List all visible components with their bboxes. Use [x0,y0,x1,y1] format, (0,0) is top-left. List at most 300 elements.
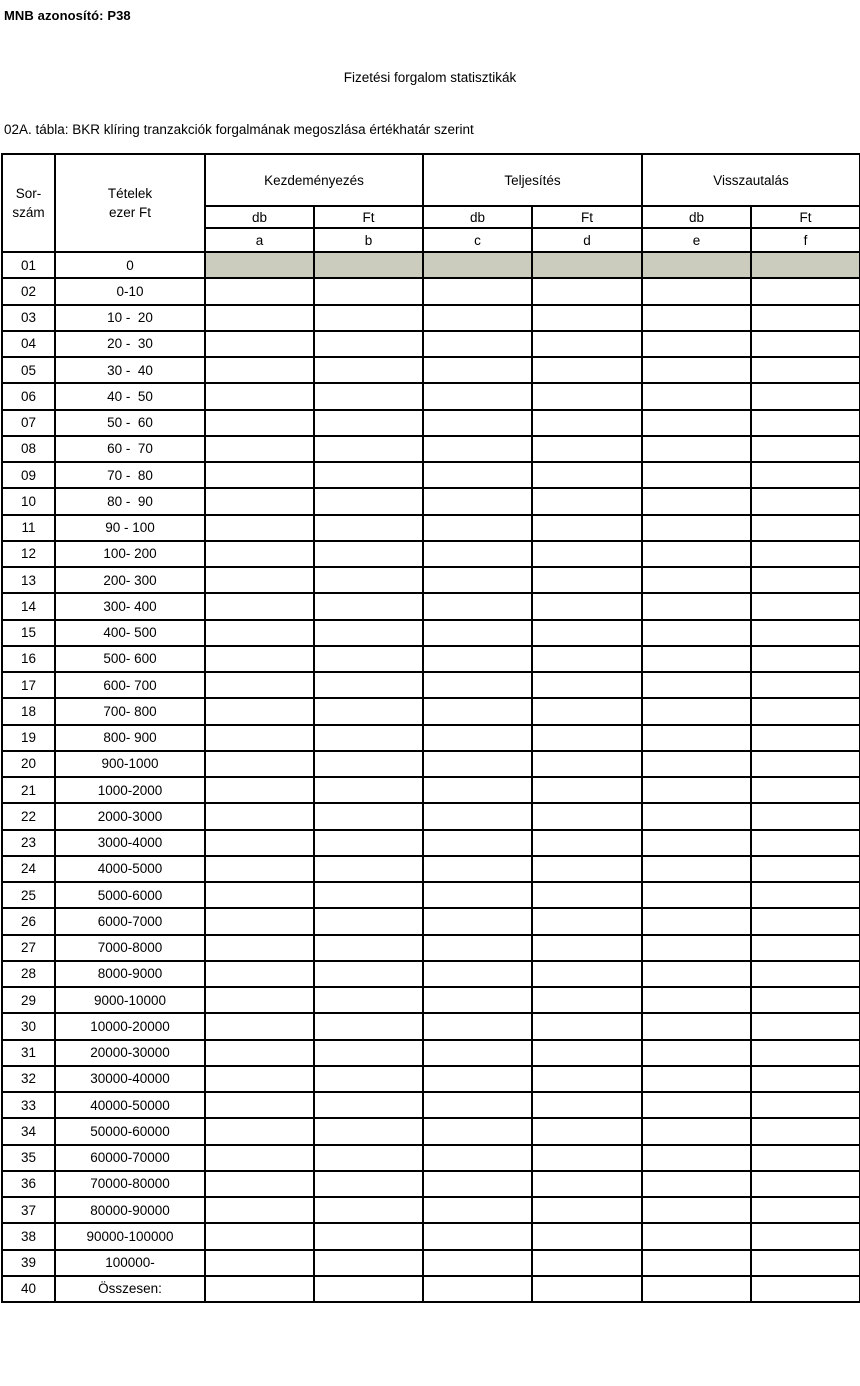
data-cell[interactable] [532,698,642,724]
data-cell[interactable] [642,725,751,751]
table-row [2,383,860,409]
data-cell[interactable] [751,541,860,567]
data-cell[interactable] [205,856,314,882]
data-cell[interactable] [423,1171,532,1197]
data-cell[interactable] [423,646,532,672]
row-number: 29 [2,987,55,1013]
value-range: 100000- [55,1250,205,1276]
data-cell[interactable] [314,252,423,278]
data-cell[interactable] [314,830,423,856]
data-cell[interactable] [423,515,532,541]
data-cell[interactable] [205,278,314,304]
data-cell[interactable] [314,488,423,514]
value-range: 10000-20000 [55,1013,205,1039]
data-cell[interactable] [205,620,314,646]
data-cell[interactable] [314,1013,423,1039]
value-range: 30 - 40 [55,357,205,383]
data-cell[interactable] [751,672,860,698]
value-range: 70000-80000 [55,1171,205,1197]
data-cell[interactable] [642,305,751,331]
data-cell[interactable] [751,830,860,856]
data-cell[interactable] [751,698,860,724]
value-range: Összesen: [55,1276,205,1302]
table-row [2,331,860,357]
data-cell[interactable] [205,462,314,488]
data-cell[interactable] [751,383,860,409]
data-cell[interactable] [642,1276,751,1302]
data-cell[interactable] [532,961,642,987]
data-cell[interactable] [751,1223,860,1249]
data-cell[interactable] [751,1013,860,1039]
data-cell[interactable] [751,751,860,777]
data-cell[interactable] [532,305,642,331]
data-cell[interactable] [314,436,423,462]
data-cell[interactable] [205,935,314,961]
data-cell[interactable] [205,698,314,724]
data-cell[interactable] [532,1066,642,1092]
data-cell[interactable] [642,541,751,567]
data-cell[interactable] [314,1197,423,1223]
table-row [2,908,860,934]
data-cell[interactable] [642,410,751,436]
mnb-identifier: MNB azonosító: P38 [4,8,131,23]
data-cell[interactable] [423,1092,532,1118]
table-row [2,803,860,829]
data-cell[interactable] [423,1013,532,1039]
data-cell[interactable] [751,436,860,462]
column-letter: d [532,228,642,252]
data-cell[interactable] [314,541,423,567]
data-cell[interactable] [751,567,860,593]
data-cell[interactable] [205,1145,314,1171]
row-number: 34 [2,1118,55,1144]
data-cell[interactable] [314,1092,423,1118]
data-cell[interactable] [751,1092,860,1118]
data-cell[interactable] [642,515,751,541]
data-cell[interactable] [205,725,314,751]
data-cell[interactable] [423,278,532,304]
data-cell[interactable] [751,1171,860,1197]
data-cell[interactable] [205,803,314,829]
data-cell[interactable] [423,331,532,357]
data-cell[interactable] [532,672,642,698]
data-cell[interactable] [642,357,751,383]
data-cell[interactable] [751,1118,860,1144]
value-range: 20 - 30 [55,331,205,357]
data-cell[interactable] [642,803,751,829]
data-cell[interactable] [314,725,423,751]
data-cell[interactable] [205,882,314,908]
data-cell[interactable] [314,1145,423,1171]
data-cell[interactable] [751,1276,860,1302]
data-cell[interactable] [314,620,423,646]
data-cell[interactable] [532,803,642,829]
data-cell[interactable] [642,278,751,304]
data-cell[interactable] [642,1040,751,1066]
data-cell[interactable] [205,908,314,934]
data-cell[interactable] [751,1197,860,1223]
data-cell[interactable] [205,1092,314,1118]
data-cell[interactable] [751,515,860,541]
data-cell[interactable] [642,698,751,724]
data-cell[interactable] [751,410,860,436]
value-range: 700- 800 [55,698,205,724]
row-number: 07 [2,410,55,436]
value-range: 0-10 [55,278,205,304]
data-cell[interactable] [642,620,751,646]
table-row [2,777,860,803]
data-cell[interactable] [423,383,532,409]
row-number: 25 [2,882,55,908]
value-range: 200- 300 [55,567,205,593]
data-cell[interactable] [314,751,423,777]
data-cell[interactable] [205,305,314,331]
data-cell[interactable] [423,987,532,1013]
data-cell[interactable] [423,725,532,751]
data-cell[interactable] [532,1092,642,1118]
data-cell[interactable] [423,567,532,593]
data-cell[interactable] [751,1040,860,1066]
value-range: 0 [55,252,205,278]
data-cell[interactable] [642,961,751,987]
data-cell[interactable] [532,856,642,882]
column-letter: b [314,228,423,252]
row-number: 28 [2,961,55,987]
row-number: 20 [2,751,55,777]
data-cell[interactable] [532,777,642,803]
data-cell[interactable] [205,987,314,1013]
data-cell[interactable] [751,252,860,278]
data-cell[interactable] [205,1013,314,1039]
data-cell[interactable] [205,331,314,357]
data-cell[interactable] [423,961,532,987]
data-cell[interactable] [751,882,860,908]
data-cell[interactable] [205,1197,314,1223]
data-cell[interactable] [532,383,642,409]
data-cell[interactable] [423,882,532,908]
value-range: 50000-60000 [55,1118,205,1144]
value-range: 400- 500 [55,620,205,646]
data-cell[interactable] [642,1197,751,1223]
data-cell[interactable] [532,620,642,646]
data-cell[interactable] [532,278,642,304]
data-cell[interactable] [751,961,860,987]
table-row [2,830,860,856]
data-cell[interactable] [423,908,532,934]
table-row [2,1040,860,1066]
data-cell[interactable] [532,1223,642,1249]
data-cell[interactable] [642,672,751,698]
data-cell[interactable] [423,1197,532,1223]
value-range: 20000-30000 [55,1040,205,1066]
data-cell[interactable] [205,1066,314,1092]
table-row [2,1250,860,1276]
data-cell[interactable] [532,541,642,567]
data-cell[interactable] [642,1092,751,1118]
data-cell[interactable] [642,383,751,409]
data-cell[interactable] [314,593,423,619]
data-cell[interactable] [205,488,314,514]
data-cell[interactable] [314,1118,423,1144]
table-row [2,882,860,908]
data-cell[interactable] [314,987,423,1013]
data-cell[interactable] [423,1066,532,1092]
data-cell[interactable] [642,331,751,357]
data-cell[interactable] [314,1040,423,1066]
data-cell[interactable] [751,777,860,803]
data-cell[interactable] [532,252,642,278]
data-cell[interactable] [532,1040,642,1066]
data-cell[interactable] [642,252,751,278]
data-cell[interactable] [642,987,751,1013]
data-cell[interactable] [532,593,642,619]
value-range: 80 - 90 [55,488,205,514]
data-cell[interactable] [205,777,314,803]
value-range: 600- 700 [55,672,205,698]
data-cell[interactable] [751,908,860,934]
data-cell[interactable] [314,410,423,436]
row-number: 09 [2,462,55,488]
data-cell[interactable] [205,567,314,593]
data-cell[interactable] [642,593,751,619]
data-cell[interactable] [751,1250,860,1276]
data-cell[interactable] [751,725,860,751]
data-cell[interactable] [642,1171,751,1197]
data-cell[interactable] [205,252,314,278]
data-cell[interactable] [423,436,532,462]
data-cell[interactable] [751,462,860,488]
data-cell[interactable] [751,593,860,619]
data-cell[interactable] [532,567,642,593]
data-cell[interactable] [423,751,532,777]
data-cell[interactable] [314,567,423,593]
data-cell[interactable] [205,751,314,777]
column-letter: e [642,228,751,252]
data-cell[interactable] [423,488,532,514]
data-cell[interactable] [423,672,532,698]
data-cell[interactable] [751,856,860,882]
value-range: 900-1000 [55,751,205,777]
data-cell[interactable] [205,436,314,462]
data-cell[interactable] [751,305,860,331]
data-cell[interactable] [205,646,314,672]
data-cell[interactable] [423,357,532,383]
data-cell[interactable] [532,436,642,462]
data-cell[interactable] [642,777,751,803]
data-cell[interactable] [205,830,314,856]
data-cell[interactable] [314,961,423,987]
data-cell[interactable] [532,935,642,961]
data-cell[interactable] [423,1118,532,1144]
header-sor-szam [2,154,55,252]
data-cell[interactable] [532,488,642,514]
table-row [2,593,860,619]
data-cell[interactable] [314,777,423,803]
data-cell[interactable] [423,462,532,488]
data-cell[interactable] [314,278,423,304]
data-cell[interactable] [205,961,314,987]
row-number: 40 [2,1276,55,1302]
data-cell[interactable] [532,987,642,1013]
value-range: 5000-6000 [55,882,205,908]
data-cell[interactable] [423,1223,532,1249]
value-range: 30000-40000 [55,1066,205,1092]
value-range: 60 - 70 [55,436,205,462]
table-row [2,856,860,882]
data-cell[interactable] [205,357,314,383]
data-cell[interactable] [205,1250,314,1276]
table-title: 02A. tábla: BKR klíring tranzakciók forgalmának megoszlása értékhatár szerint [4,122,474,137]
data-cell[interactable] [532,1171,642,1197]
data-cell[interactable] [314,646,423,672]
data-cell[interactable] [314,1171,423,1197]
data-cell[interactable] [423,593,532,619]
data-cell[interactable] [423,803,532,829]
data-cell[interactable] [205,1223,314,1249]
data-cell[interactable] [314,305,423,331]
data-cell[interactable] [423,305,532,331]
data-cell[interactable] [751,1145,860,1171]
data-cell[interactable] [751,357,860,383]
data-cell[interactable] [205,515,314,541]
data-cell[interactable] [751,646,860,672]
data-cell[interactable] [423,620,532,646]
table-row [2,725,860,751]
value-range: 40000-50000 [55,1092,205,1118]
data-cell[interactable] [642,1145,751,1171]
data-cell[interactable] [642,1066,751,1092]
data-cell[interactable] [642,882,751,908]
data-cell[interactable] [314,462,423,488]
data-cell[interactable] [642,935,751,961]
data-cell[interactable] [314,1250,423,1276]
row-number: 19 [2,725,55,751]
data-cell[interactable] [642,1250,751,1276]
data-cell[interactable] [423,1276,532,1302]
data-cell[interactable] [423,1250,532,1276]
data-cell[interactable] [423,698,532,724]
data-cell[interactable] [314,908,423,934]
data-cell[interactable] [642,462,751,488]
data-cell[interactable] [532,357,642,383]
row-number: 36 [2,1171,55,1197]
data-cell[interactable] [205,1171,314,1197]
data-cell[interactable] [751,935,860,961]
data-cell[interactable] [751,488,860,514]
data-cell[interactable] [642,856,751,882]
data-cell[interactable] [751,1066,860,1092]
data-cell[interactable] [314,698,423,724]
data-cell[interactable] [532,882,642,908]
data-cell[interactable] [642,751,751,777]
data-cell[interactable] [642,1118,751,1144]
data-cell[interactable] [532,1276,642,1302]
data-cell[interactable] [205,1118,314,1144]
data-cell[interactable] [423,777,532,803]
data-cell[interactable] [314,882,423,908]
data-cell[interactable] [205,1276,314,1302]
header-tetelek-label: Tételek ezer Ft [107,186,153,220]
data-cell[interactable] [314,515,423,541]
table-body [2,252,860,1302]
data-cell[interactable] [642,436,751,462]
data-cell[interactable] [532,725,642,751]
data-cell[interactable] [532,1197,642,1223]
table-row [2,488,860,514]
data-cell[interactable] [642,1223,751,1249]
data-cell[interactable] [314,383,423,409]
unit-header: db [205,206,314,228]
data-cell[interactable] [532,462,642,488]
data-cell[interactable] [532,646,642,672]
data-cell[interactable] [423,1040,532,1066]
data-cell[interactable] [314,1276,423,1302]
data-cell[interactable] [423,252,532,278]
data-cell[interactable] [205,593,314,619]
data-cell[interactable] [532,751,642,777]
data-cell[interactable] [751,620,860,646]
data-cell[interactable] [314,672,423,698]
unit-header: Ft [532,206,642,228]
data-cell[interactable] [314,1223,423,1249]
data-cell[interactable] [642,646,751,672]
table-row [2,278,860,304]
row-number: 08 [2,436,55,462]
row-number: 05 [2,357,55,383]
data-cell[interactable] [423,830,532,856]
data-cell[interactable] [423,1145,532,1171]
data-cell[interactable] [532,1250,642,1276]
data-cell[interactable] [532,1013,642,1039]
data-cell[interactable] [314,1066,423,1092]
data-cell[interactable] [642,830,751,856]
data-cell[interactable] [205,541,314,567]
data-cell[interactable] [532,331,642,357]
data-cell[interactable] [423,935,532,961]
data-cell[interactable] [751,278,860,304]
data-cell[interactable] [642,488,751,514]
data-cell[interactable] [751,803,860,829]
data-cell[interactable] [532,515,642,541]
data-cell[interactable] [314,935,423,961]
data-cell[interactable] [532,1118,642,1144]
page-title: Fizetési forgalom statisztikák [343,70,517,85]
data-cell[interactable] [532,830,642,856]
data-cell[interactable] [205,1040,314,1066]
data-cell[interactable] [642,567,751,593]
row-number: 12 [2,541,55,567]
row-number: 38 [2,1223,55,1249]
data-cell[interactable] [314,357,423,383]
data-cell[interactable] [423,856,532,882]
data-cell[interactable] [532,410,642,436]
data-cell[interactable] [532,908,642,934]
data-cell[interactable] [205,383,314,409]
data-cell[interactable] [751,331,860,357]
data-cell[interactable] [642,908,751,934]
data-cell[interactable] [314,331,423,357]
data-cell[interactable] [205,410,314,436]
data-cell[interactable] [532,1145,642,1171]
data-cell[interactable] [314,856,423,882]
data-cell[interactable] [314,803,423,829]
table-row [2,987,860,1013]
data-cell[interactable] [423,410,532,436]
data-cell[interactable] [642,1013,751,1039]
data-cell[interactable] [423,541,532,567]
data-cell[interactable] [751,987,860,1013]
data-cell[interactable] [205,672,314,698]
